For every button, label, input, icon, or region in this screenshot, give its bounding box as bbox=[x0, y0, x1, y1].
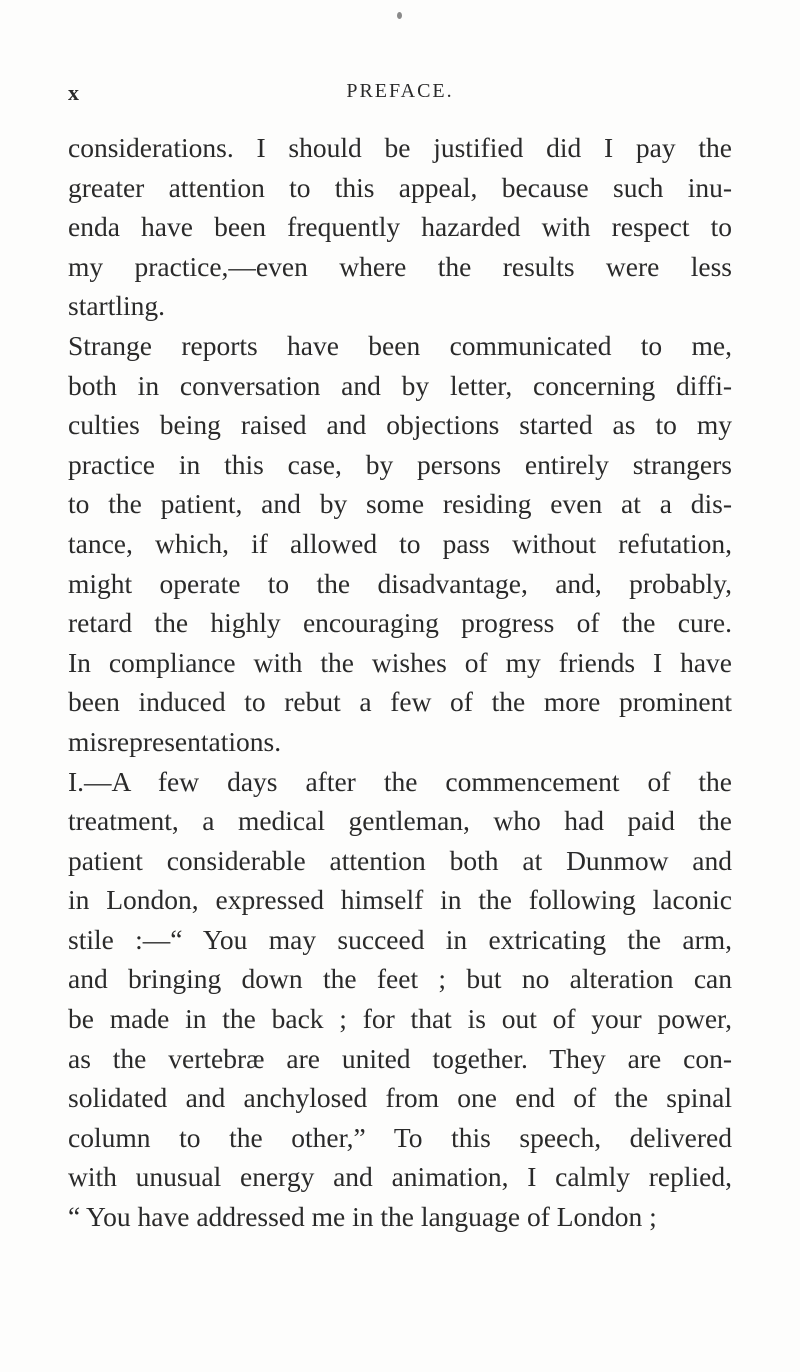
text-line: column to the other,” To this speech, delivered bbox=[68, 1121, 732, 1153]
paragraph-3 bbox=[68, 762, 732, 1237]
text-line: startling. bbox=[68, 290, 166, 322]
text-line: culties being raised and objections started as to my bbox=[68, 409, 732, 441]
text-line: tance, which, if allowed to pass without refutation, bbox=[68, 527, 732, 559]
text-line: enda have been frequently hazarded with respect to bbox=[68, 211, 732, 243]
text-line: might operate to the disadvantage, and, probably, bbox=[68, 567, 732, 599]
page-header bbox=[68, 80, 732, 110]
text-line: considerations. I should be justified did I pay the bbox=[68, 132, 732, 163]
text-line: my practice,—even where the results were less bbox=[68, 250, 732, 282]
text-line: patient considerable attention both at Dunmow and bbox=[68, 844, 732, 876]
text-line: In compliance with the wishes of my friends I have bbox=[68, 646, 732, 678]
text-line: both in conversation and by letter, concerning diffi- bbox=[68, 369, 732, 401]
text-line: with unusual energy and animation, I calmly replied, bbox=[68, 1161, 732, 1193]
text-line: in London, expressed himself in the following laconic bbox=[68, 884, 732, 916]
text-line: solidated and anchylosed from one end of the spinal bbox=[68, 1082, 732, 1114]
text-line: as the vertebræ are united together. They are con- bbox=[68, 1042, 732, 1074]
text-line: greater attention to this appeal, because such inu- bbox=[68, 171, 732, 203]
paragraph-2 bbox=[68, 326, 732, 762]
text-line: be made in the back ; for that is out of your power, bbox=[68, 1003, 732, 1035]
ink-speck bbox=[397, 12, 402, 19]
text-line: and bringing down the feet ; but no alteration can bbox=[68, 963, 732, 995]
body-text bbox=[68, 128, 732, 1237]
text-line: stile :—“ You may succeed in extricating the arm, bbox=[68, 923, 732, 955]
text-line: practice in this case, by persons entirely strangers bbox=[68, 448, 732, 480]
page-number: x bbox=[68, 80, 80, 105]
text-line: misrepresentations. bbox=[68, 725, 282, 757]
paragraph-1 bbox=[68, 128, 732, 326]
text-line: treatment, a medical gentleman, who had paid the bbox=[68, 805, 732, 837]
text-line: I.—A few days after the commencement of the bbox=[68, 765, 732, 797]
text-line: to the patient, and by some residing even at a dis- bbox=[68, 488, 732, 520]
text-line: “ You have addressed me in the language of London ; bbox=[68, 1201, 657, 1233]
text-line: Strange reports have been communicated to me, bbox=[68, 329, 732, 361]
text-line: been induced to rebut a few of the more prominent bbox=[68, 686, 732, 718]
text-line: retard the highly encouraging progress of the cure. bbox=[68, 607, 732, 639]
running-head: PREFACE. bbox=[346, 80, 454, 102]
